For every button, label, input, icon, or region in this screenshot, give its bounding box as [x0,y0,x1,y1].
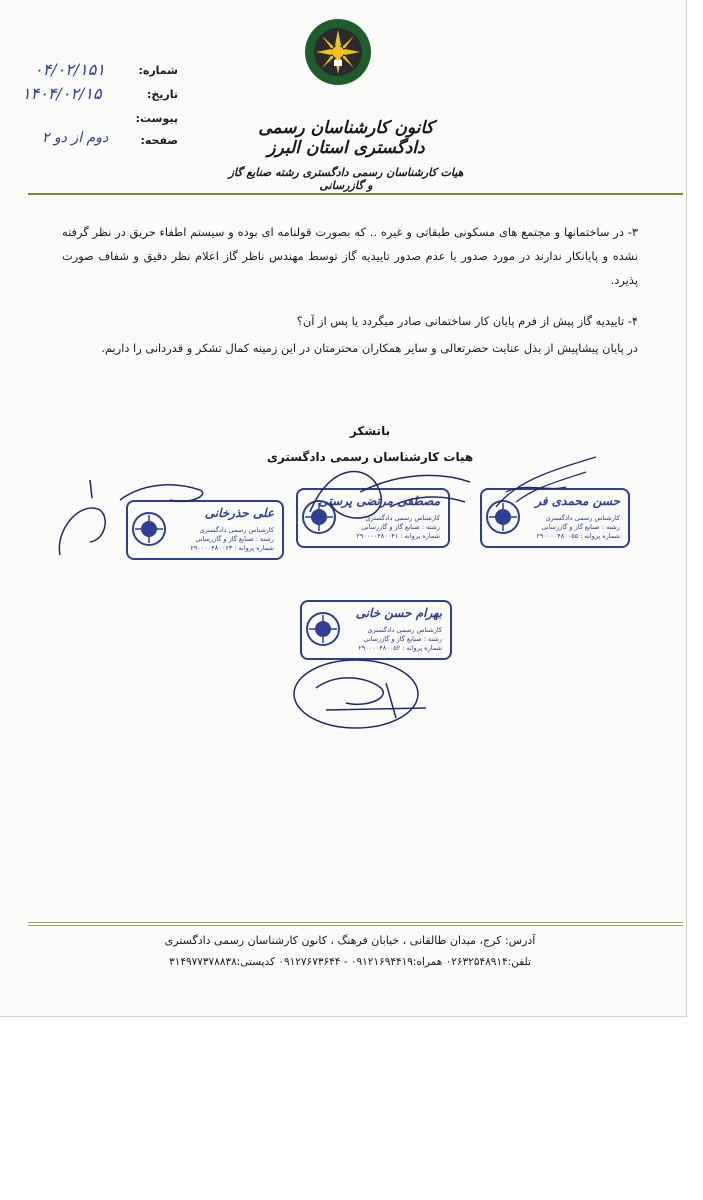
date-value: ۱۴۰۴/۰۲/۱۵ [22,84,102,103]
number-label: شماره: [138,64,178,77]
stamp-license-number: شماره پروانه : ۲۹۰۰۰۰۴۸۰۰۵۵ [536,532,620,540]
signature-middle [300,452,480,532]
header-divider [28,193,683,195]
number-value: ۰۴/۰۲/۱۵۱ [34,60,105,79]
letterhead-title: کانون کارشناسان رسمی دادگستری استان البرز [258,118,434,158]
stamp-field: رشته : صنایع گاز و گازرسانی [195,535,274,543]
letterhead-subtitle: هیات کارشناسان رسمی دادگستری رشته صنایع گاز و گازرسانی [228,166,464,192]
closing-paragraph: در پایان پیشاپیش از بذل عنایت حضرتعالی و سایر همکاران محترمتان در این زمینه کمال تشکر و قدردانی را داریم. [101,341,638,355]
judiciary-emblem-icon [306,612,340,646]
stamp-expert-name: مصطفی مرتضی پرستی [318,494,440,508]
thanks-text: باتشکر [349,424,391,438]
signature-right [486,452,606,522]
stamp-license-number: شماره پروانه : ۲۹۰۰۰۰۴۸۰۰۶۳ [190,544,274,552]
attachment-label: پیوست: [135,112,178,125]
stamp-license-number: شماره پروانه : ۲۹۰۰۰۰۴۸۰۰۴۱ [356,532,440,540]
stamp-license-number: شماره پروانه : ۲۹۰۰۰۰۴۸۰۰۵۲ [358,644,442,652]
stamp-field: رشته : صنایع گاز و گازرسانی [541,523,620,531]
footer-divider-top [28,922,683,923]
association-emblem-logo [304,18,372,86]
signature-bottom [286,648,446,738]
paragraph-4: ۴- تاییدیه گاز پیش از فرم پایان کار ساختمانی صادر میگردد یا پس از آن؟ [296,314,638,328]
stamp-field: رشته : صنایع گاز و گازرسانی [363,635,442,643]
stamp-expert-name: بهرام حسن خانی [355,606,442,620]
signature-left [50,470,220,570]
stamp-title: کارشناس رسمی دادگستری [545,514,620,522]
stamp-expert-name: علی حذرخانی [204,506,274,520]
footer-divider-bottom [28,925,683,926]
stamp-title: کارشناس رسمی دادگستری [365,514,440,522]
stamp-expert-name: حسن محمدی فر [535,494,620,508]
footer-address: آدرس: کرج، میدان طالقانی ، خیابان فرهنگ ، کانون کارشناسان رسمی دادگستری [164,934,536,947]
page-value: دوم از دو ۲ [42,130,109,146]
board-text: هیات کارشناسان رسمی دادگستری [266,450,474,464]
stamp-field: رشته : صنایع گاز و گازرسانی [361,523,440,531]
stamp-title: کارشناس رسمی دادگستری [367,626,442,634]
page-label: صفحه: [140,134,178,147]
paragraph-3: ۳- در ساختمانها و مجتمع های مسکونی طبقاتی و غیره .. که بصورت قولنامه ای بوده و سیستم اطفاء حریق در نظر گرفته نشده و پایانکار ندارند در مورد صدور یا عدم صدور تاییدیه گاز توسط مهندس ناظر گاز اعلام نظر دقیق و شفاف صورت پذیرد. [62,225,638,287]
date-label: تاریخ: [146,88,178,101]
footer-contact: تلفن:۰۲۶۳۲۵۴۸۹۱۴ همراه:۰۹۱۲۱۶۹۴۴۱۹ - ۰۹۱۲۷۶۷۳۶۴۴ کدپستی:۳۱۴۹۷۷۳۷۸۸۳۸ [169,956,531,968]
stamp-title: کارشناس رسمی دادگستری [199,526,274,534]
